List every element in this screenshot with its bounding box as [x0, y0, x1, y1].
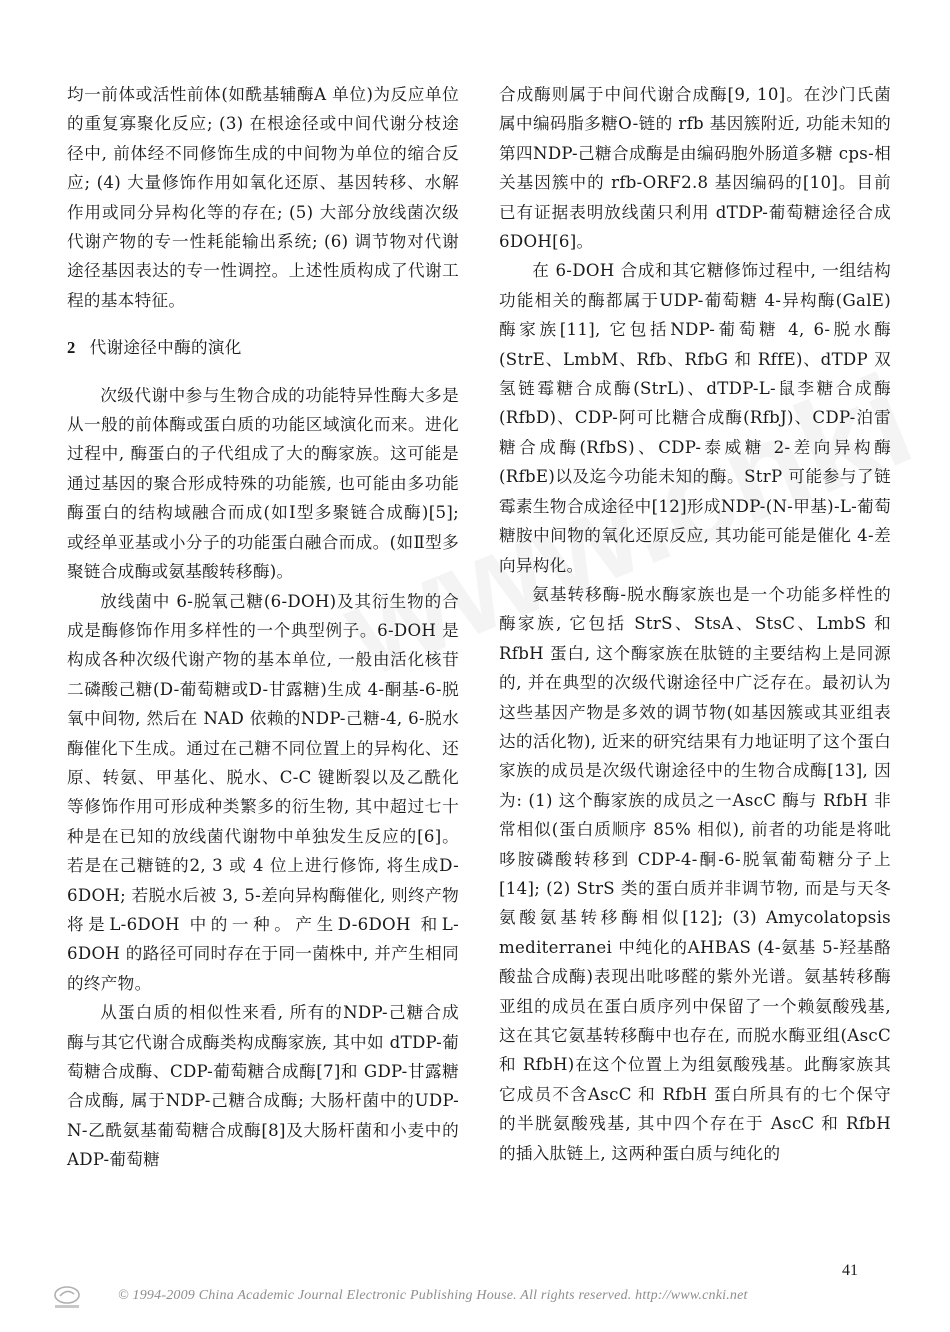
footer [0, 1284, 950, 1314]
paragraph: 次级代谢中参与生物合成的功能特异性酶大多是从一般的前体酶或蛋白质的功能区域演化而来。进化过程中, 酶蛋白的子代组成了大的酶家族。这可能是通过基因的聚合形成特殊的功能簇, 也可能由多功能酶蛋白的结构域融合而成(如Ⅰ型多聚链合成酶)[5]; 或经单亚基或小分子的功能蛋白融合而成。(如Ⅱ型多聚链合成酶或氨基酸转移酶)。 [67, 385, 459, 582]
paragraph: 氨基转移酶-脱水酶家族也是一个功能多样性的酶家族, 它包括 StrS、StsA、StsC、LmbS 和 RfbH 蛋白, 这个酶家族在肽链的主要结构上是同源的, 并在典型的次级代谢途径中广泛存在。最初认为这些基因产物是多效的调节物(如基因簇或其亚组表达的活化物), 近来的研究结果有力地证明了这个蛋白家族的成员是次级代谢途径中的生物合成酶[13], 因为: (1) 这个酶家族的成员之一AscC 酶与 RfbH 非常相似(蛋白质顺序 85% 相似), 前者的功能是将吡哆胺磷酸转移到 CDP-4-酮-6-脱氧葡萄糖分子上[14]; (2) StrS 类的蛋白质并非调节物, 而是与天冬氨酸氨基转移酶相似[12]; (3) Amycolatopsis mediterranei 中纯化的AHBAS (4-氨基 5-羟基酪酸盐合成酶)表现出吡哆醛的紫外光谱。氨基转移酶亚组的成员在蛋白质序列中保留了一个赖氨酸残基, 这在其它氨基转移酶中也存在, 而脱水酶亚组(AscC 和 RfbH)在这个位置上为组氨酸残基。此酶家族其它成员不含AscC 和 RfbH 蛋白所具有的七个保守的半胱氨酸残基, 其中四个存在于 AscC 和 RfbH 的插入肽链上, 这两种蛋白质与纯化的 [499, 584, 891, 1163]
paragraph: 合成酶则属于中间代谢合成酶[9, 10]。在沙门氏菌属中编码脂多糖O-链的 rfb 基因簇附近, 功能未知的第四NDP-己糖合成酶是由编码胞外肠道多糖 cps-相关基因簇中的 rfb-ORF2.8 基因编码的[10]。目前已有证据表明放线菌只利用 dTDP-葡萄糖途径合成 6DOH[6]。 [499, 85, 891, 252]
page-number: 41 [842, 1262, 858, 1279]
left-column [67, 80, 459, 1175]
right-column [499, 80, 891, 1168]
paragraph: 均一前体或活性前体(如酰基辅酶A 单位)为反应单位的重复寡聚化反应; (3) 在根途径或中间代谢分枝途径中, 前体经不同修饰生成的中间物为单位的缩合反应; (4) 大量修饰作用如氧化还原、基因转移、水解作用或同分异构化等的存在; (5) 大部分放线菌次级代谢产物的专一性耗能输出系统; (6) 调节物对代谢途径基因表达的专一性调控。上述性质构成了代谢工程的基本特征。 [67, 85, 459, 310]
publisher-logo-icon [52, 1284, 82, 1310]
section-heading [67, 333, 459, 362]
section-title: 代谢途径中酶的演化 [89, 338, 242, 358]
paragraph: 从蛋白质的相似性来看, 所有的NDP-己糖合成酶与其它代谢合成酶类构成酶家族, 其中如 dTDP-葡萄糖合成酶、CDP-葡萄糖合成酶[7]和 GDP-甘露糖合成酶, 属于NDP-己糖合成酶; 大肠杆菌中的UDP-N-乙酰氨基葡萄糖合成酶[8]及大肠杆菌和小麦中的ADP-葡萄糖 [67, 1003, 459, 1170]
copyright-text: © 1994-2009 China Academic Journal Electronic Publishing House. All rights reserved. http://www.cnki.net [118, 1288, 748, 1303]
paragraph: 放线菌中 6-脱氧己糖(6-DOH)及其衍生物的合成是酶修饰作用多样性的一个典型例子。6-DOH 是构成各种次级代谢产物的基本单位, 一般由活化核苷二磷酸己糖(D-葡萄糖或D-甘露糖)生成 4-酮基-6-脱氧中间物, 然后在 NAD 依赖的NDP-己糖-4, 6-脱水酶催化下生成。通过在己糖不同位置上的异构化、还原、转氨、甲基化、脱水、C-C 键断裂以及乙酰化等修饰作用可形成种类繁多的衍生物, 其中超过七十种是在已知的放线菌代谢物中单独发生反应的[6]。若是在己糖链的2, 3 或 4 位上进行修饰, 将生成D-6DOH; 若脱水后被 3, 5-差向异构酶催化, 则终产物将是L-6DOH 中的一种。产生D-6DOH 和L-6DOH 的路径可同时存在于同一菌株中, 并产生相同的终产物。 [67, 591, 459, 993]
paragraph: 在 6-DOH 合成和其它糖修饰过程中, 一组结构功能相关的酶都属于UDP-葡萄糖 4-异构酶(GalE)酶家族[11], 它包括NDP-葡萄糖 4, 6-脱水酶(StrE、LmbM、Rfb、RfbG 和 RffE)、dTDP 双氢链霉糖合成酶(StrL)、dTDP-L-鼠李糖合成酶(RfbD)、CDP-阿可比糖合成酶(RfbJ)、CDP-泊雷糖合成酶(RfbS)、CDP-泰威糖 2-差向异构酶(RfbE)以及迄今功能未知的酶。StrP 可能参与了链霉素生物合成途径中[12]形成NDP-(N-甲基)-L-葡萄糖胺中间物的氧化还原反应, 其功能可能是催化 4-差向异构化。 [499, 261, 891, 575]
section-number: 2 [67, 338, 76, 358]
